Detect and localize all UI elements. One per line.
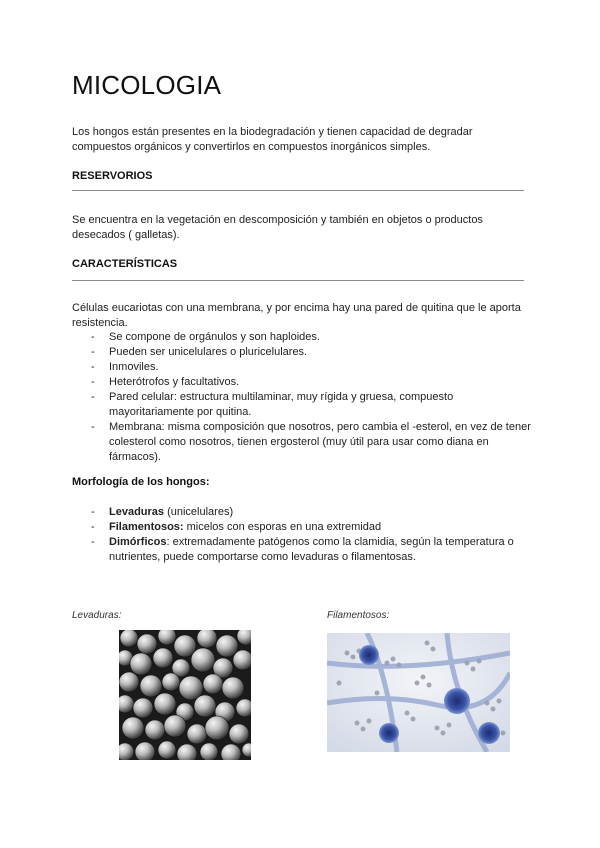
list-item: [72, 505, 532, 520]
section-divider: [72, 190, 524, 191]
filamentosos-caption: Filamentosos:: [327, 610, 390, 621]
list-item: [72, 535, 532, 565]
bullet-marker: -: [91, 536, 95, 548]
term-label: Levaduras: [109, 506, 165, 518]
section-divider: [72, 280, 524, 281]
yeast-micrograph-illustration: [119, 630, 251, 760]
term-description: (unicelulares): [164, 506, 234, 518]
list-item: [72, 375, 532, 390]
reservorios-heading: RESERVORIOS: [72, 170, 153, 182]
bullet-marker: -: [91, 361, 95, 373]
bullet-marker: -: [91, 421, 95, 433]
levaduras-caption: Levaduras:: [72, 610, 122, 621]
term-label: Filamentosos:: [109, 521, 184, 533]
term-label: Dimórficos: [109, 536, 167, 548]
list-item-text: Pared celular: estructura multilaminar, muy rígida y gruesa, compuesto mayoritariamente por quitina.: [109, 391, 454, 418]
list-item-text: Se compone de orgánulos y son haploides.: [109, 331, 320, 343]
caracteristicas-text: Células eucariotas con una membrana, y por encima hay una pared de quitina que le aporta resistencia.: [72, 302, 521, 329]
list-item: [72, 390, 532, 420]
yeast-micrograph-image: [119, 630, 251, 760]
list-item-text: Membrana: misma composición que nosotros, pero cambia el -esterol, en vez de tener colesterol como nosotros, tienen ergosterol (muy útil para usar como diana en fármacos).: [109, 421, 531, 463]
term-description: micelos con esporas en una extremidad: [183, 521, 382, 533]
filamentous-micrograph-image: [327, 633, 510, 752]
bullet-marker: -: [91, 521, 95, 533]
list-item: [72, 330, 532, 345]
page-title: MICOLOGIA: [72, 70, 222, 100]
list-item-text: Heterótrofos y facultativos.: [109, 376, 240, 388]
morfologia-heading: Morfología de los hongos:: [72, 476, 210, 488]
bullet-marker: -: [91, 506, 95, 518]
bullet-marker: -: [91, 376, 95, 388]
list-item: [72, 520, 532, 535]
bullet-marker: -: [91, 391, 95, 403]
bullet-marker: -: [91, 331, 95, 343]
caracteristicas-list: [72, 330, 532, 465]
morfologia-list: [72, 505, 532, 565]
reservorios-text: Se encuentra en la vegetación en descomposición y también en objetos o productos desecados ( galletas).: [72, 214, 483, 241]
list-item: [72, 345, 532, 360]
bullet-marker: -: [91, 346, 95, 358]
list-item-text: Inmoviles.: [109, 361, 159, 373]
term-description: : extremadamente patógenos como la clamidia, según la temperatura o nutrientes, puede comportarse como levaduras o filamentosas.: [109, 536, 514, 563]
list-item: [72, 360, 532, 375]
list-item-text: Pueden ser unicelulares o pluricelulares.: [109, 346, 308, 358]
filamentous-micrograph-illustration: [327, 633, 510, 752]
intro-paragraph: Los hongos están presentes en la biodegradación y tienen capacidad de degradar compuestos orgánicos y convertirlos en compuestos inorgánicos simples.: [72, 126, 473, 153]
list-item: [72, 420, 532, 465]
caracteristicas-heading: CARACTERÍSTICAS: [72, 258, 178, 270]
